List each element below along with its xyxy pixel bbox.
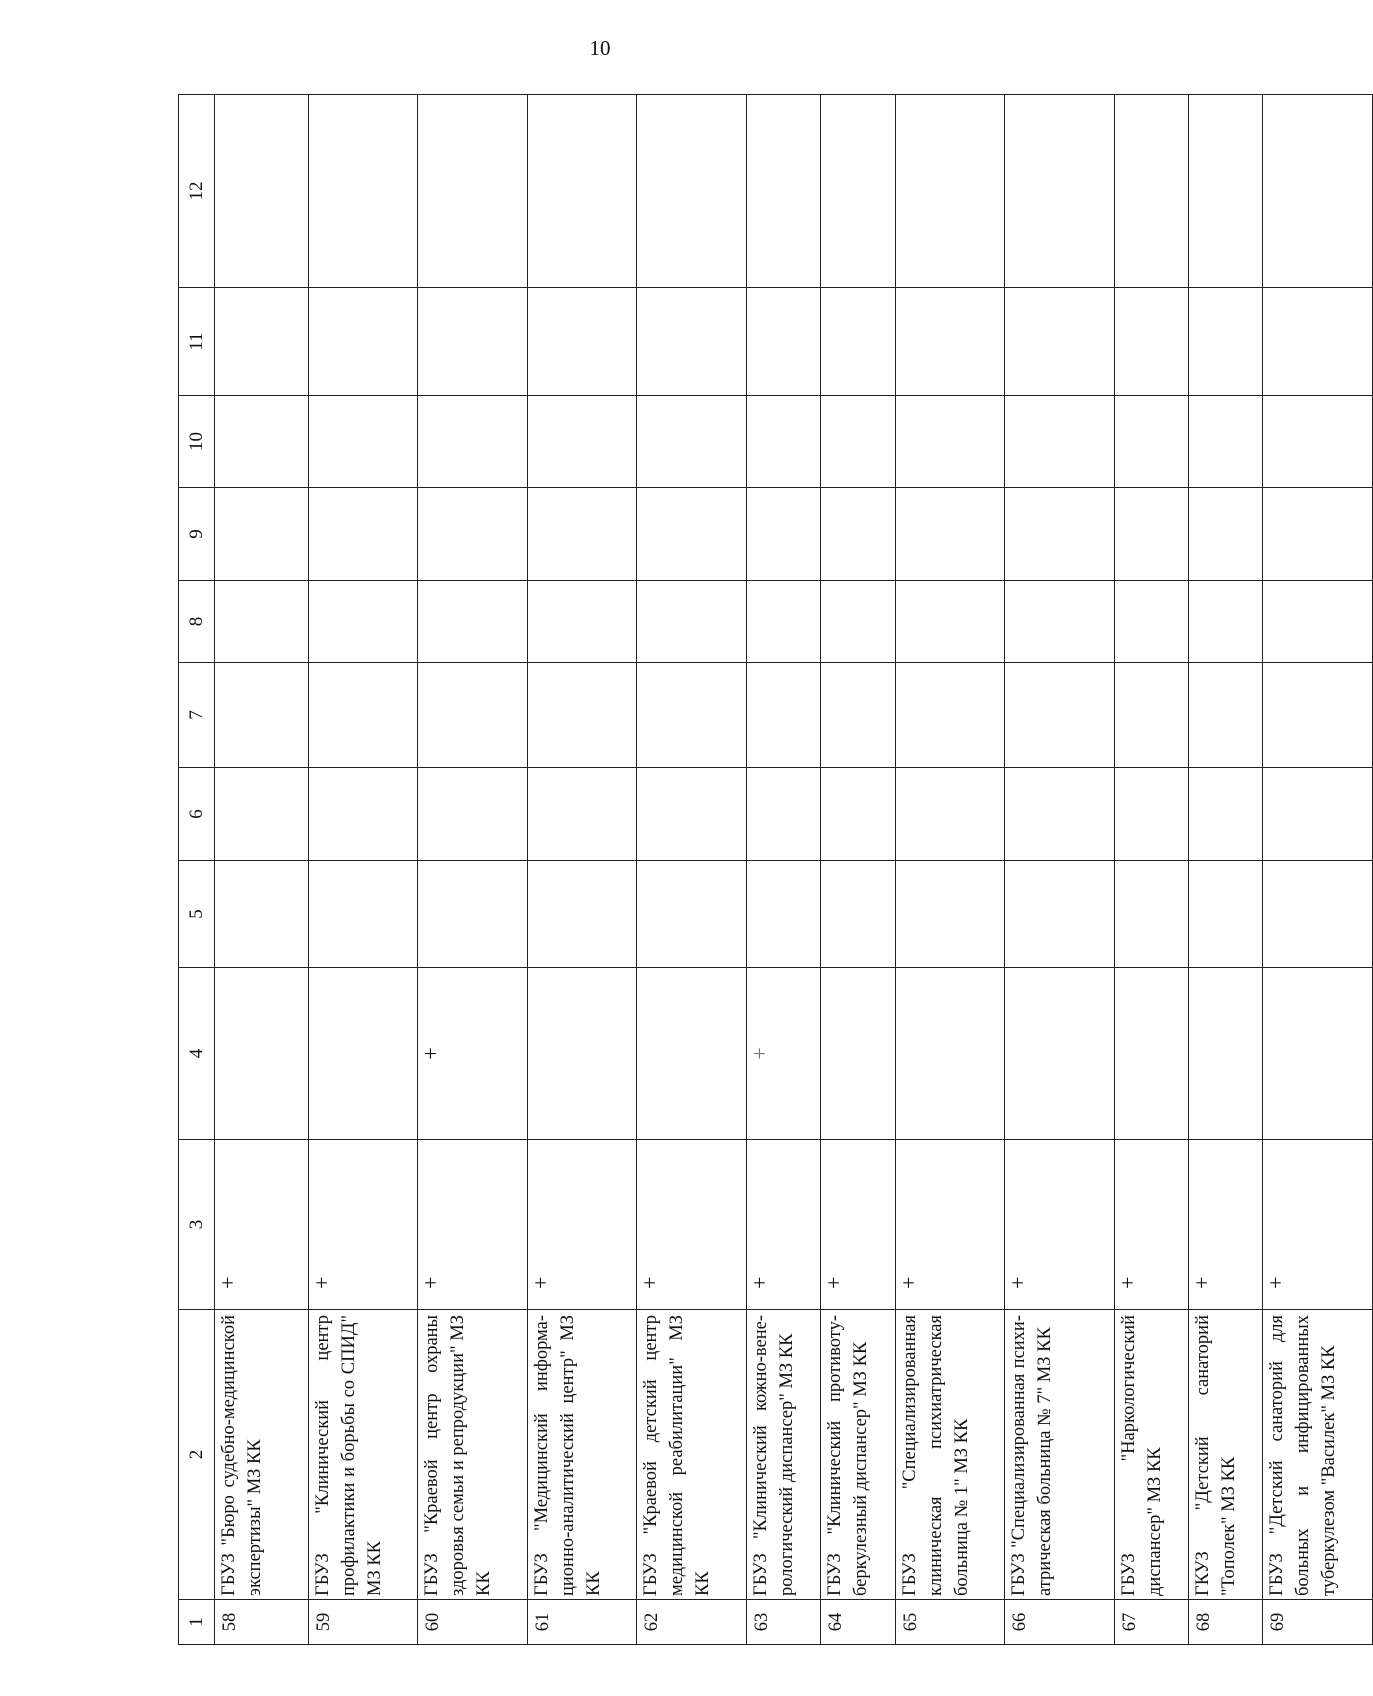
col4-mark — [1005, 968, 1115, 1140]
table-row — [895, 95, 1005, 1645]
col3-mark: + — [821, 1140, 895, 1310]
row-number: 66 — [1005, 1600, 1115, 1645]
column-header: 6 — [179, 768, 215, 861]
row-number: 65 — [895, 1600, 1005, 1645]
institution-name: ГБУЗ "Медицинский информа-ционно-аналитический центр" МЗ КК — [527, 1310, 637, 1600]
institution-name: ГБУЗ "Краевой центр охраны здоровья семьи и репродукции" МЗ КК — [418, 1310, 528, 1600]
table-row — [527, 95, 637, 1645]
col4-mark — [1189, 968, 1263, 1140]
col3-mark: + — [637, 1140, 747, 1310]
col4-mark — [895, 968, 1005, 1140]
row-number: 58 — [215, 1600, 309, 1645]
column-header: 9 — [179, 488, 215, 581]
table-row — [1005, 95, 1115, 1645]
institution-name: ГБУЗ "Краевой детский центр медицинской реабилитации" МЗ КК — [637, 1310, 747, 1600]
institution-name: ГБУЗ "Специализированная клиническая психиатрическая больница № 1" МЗ КК — [895, 1310, 1005, 1600]
column-header: 1 — [179, 1600, 215, 1645]
table-row — [308, 95, 418, 1645]
col3-mark: + — [1263, 1140, 1373, 1310]
table-row — [215, 95, 309, 1645]
table-row — [1114, 95, 1188, 1645]
col4-mark — [1263, 968, 1373, 1140]
column-header: 8 — [179, 581, 215, 663]
col4-mark — [637, 968, 747, 1140]
institution-name: ГБУЗ "Клинический центр профилактики и борьбы со СПИД" МЗ КК — [308, 1310, 418, 1600]
row-number: 69 — [1263, 1600, 1373, 1645]
col3-mark: + — [418, 1140, 528, 1310]
institution-name: ГБУЗ "Клинический противоту-беркулезный диспансер" МЗ КК — [821, 1310, 895, 1600]
institution-name: ГБУЗ "Наркологический диспансер" МЗ КК — [1114, 1310, 1188, 1600]
institution-name: ГБУЗ "Детский санаторий для больных и инфицированных туберкулезом "Василек" МЗ КК — [1263, 1310, 1373, 1600]
row-number: 62 — [637, 1600, 747, 1645]
rotated-table-frame — [178, 95, 1373, 1645]
col3-mark: + — [308, 1140, 418, 1310]
row-number: 60 — [418, 1600, 528, 1645]
table-row — [821, 95, 895, 1645]
column-header: 10 — [179, 396, 215, 488]
col4-mark — [821, 968, 895, 1140]
table-row — [1189, 95, 1263, 1645]
col4-mark — [215, 968, 309, 1140]
institution-name: ГБУЗ "Бюро судебно-медицинской экспертизы" МЗ КК — [215, 1310, 309, 1600]
col4-mark: + — [418, 968, 528, 1140]
col3-mark: + — [895, 1140, 1005, 1310]
table-row — [1263, 95, 1373, 1645]
column-header: 2 — [179, 1310, 215, 1600]
row-number: 67 — [1114, 1600, 1188, 1645]
row-number: 68 — [1189, 1600, 1263, 1645]
col3-mark: + — [1114, 1140, 1188, 1310]
column-header: 12 — [179, 95, 215, 288]
col3-mark: + — [747, 1140, 821, 1310]
institution-name: ГБУЗ "Клинический кожно-вене-рологический диспансер" МЗ КК — [747, 1310, 821, 1600]
page-number: 10 — [589, 36, 611, 60]
table-row — [747, 95, 821, 1645]
row-number: 61 — [527, 1600, 637, 1645]
col3-mark: + — [1189, 1140, 1263, 1310]
column-header: 3 — [179, 1140, 215, 1310]
table-row — [418, 95, 528, 1645]
column-header: 4 — [179, 968, 215, 1140]
col4-mark — [1114, 968, 1188, 1140]
table-row — [637, 95, 747, 1645]
institution-name: ГКУЗ "Детский санаторий "Тополек" МЗ КК — [1189, 1310, 1263, 1600]
institution-name: ГБУЗ "Специализированная психи-атрическая больница № 7" МЗ КК — [1005, 1310, 1115, 1600]
column-header: 7 — [179, 663, 215, 768]
column-header: 5 — [179, 861, 215, 968]
col3-mark: + — [527, 1140, 637, 1310]
col4-mark — [527, 968, 637, 1140]
column-header: 11 — [179, 288, 215, 396]
row-number: 63 — [747, 1600, 821, 1645]
col3-mark: + — [215, 1140, 309, 1310]
col4-mark: + — [747, 968, 821, 1140]
row-number: 64 — [821, 1600, 895, 1645]
header-row — [179, 95, 215, 1645]
col4-mark — [308, 968, 418, 1140]
row-number: 59 — [308, 1600, 418, 1645]
col3-mark: + — [1005, 1140, 1115, 1310]
data-table — [178, 94, 1373, 1645]
